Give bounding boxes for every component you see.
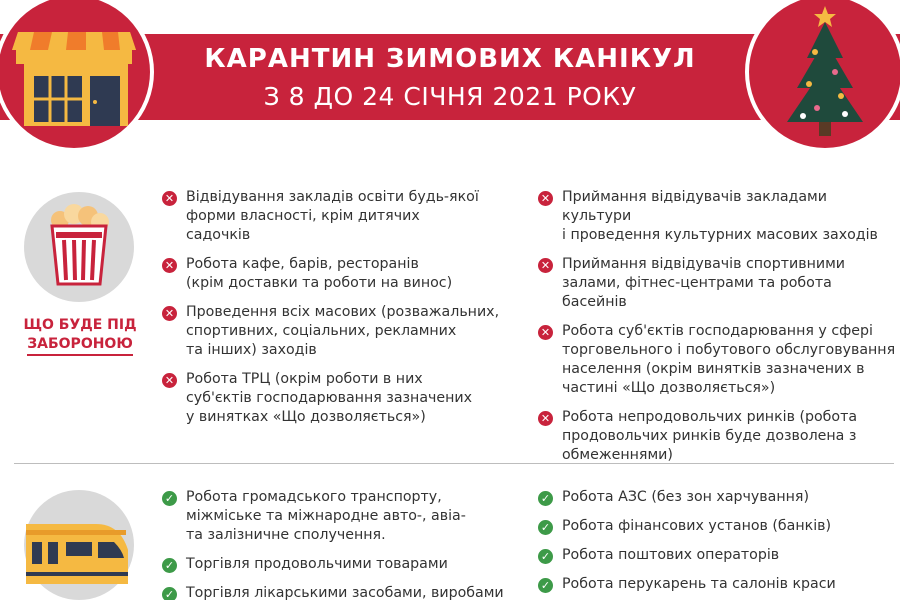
list-item: ✓ Торгівля лікарськими засобами, виробами — [162, 584, 527, 600]
list-item: ✓ Робота громадського транспорту, міжміське та міжнародне авто-, авіа- та залізничне сполучення. — [162, 488, 527, 545]
allowed-list-right — [538, 488, 900, 600]
section-divider — [14, 463, 894, 464]
list-item: ✕ Проведення всіх масових (розважальних, спортивних, соціальних, рекламних та інших) заходів — [162, 303, 527, 360]
tree-badge — [745, 0, 900, 152]
shop-badge — [0, 0, 154, 152]
cross-icon: ✕ — [162, 258, 177, 273]
christmas-tree-icon — [745, 0, 900, 152]
cross-icon: ✕ — [538, 411, 553, 426]
banned-caption-line: ЗАБОРОНОЮ — [27, 335, 133, 356]
popcorn-badge — [24, 192, 134, 302]
list-item: ✕ Приймання відвідувачів спортивними залами, фітнес-центрами та робота басейнів — [538, 255, 900, 312]
banned-list-left — [162, 188, 527, 437]
list-item: ✓ Робота фінансових установ (банків) — [538, 517, 900, 536]
cross-icon: ✕ — [538, 258, 553, 273]
list-item: ✕ Робота кафе, барів, ресторанів (крім доставки та роботи на винос) — [162, 255, 527, 293]
list-item: ✕ Приймання відвідувачів закладами культури і проведення культурних масових заходів — [538, 188, 900, 245]
list-item: ✕ Відвідування закладів освіти будь-якої форми власності, крім дитячих садочків — [162, 188, 527, 245]
banned-caption — [10, 316, 150, 356]
cross-icon: ✕ — [162, 306, 177, 321]
list-item: ✓ Робота АЗС (без зон харчування) — [538, 488, 900, 507]
list-item: ✕ Робота непродовольчих ринків (робота продовольчих ринків буде дозволена з обмеженнями) — [538, 408, 900, 465]
list-item: ✓ Робота поштових операторів — [538, 546, 900, 565]
check-icon: ✓ — [538, 549, 553, 564]
banned-list-right — [538, 188, 900, 475]
cross-icon: ✕ — [162, 373, 177, 388]
check-icon: ✓ — [538, 491, 553, 506]
train-badge — [24, 490, 134, 600]
page-title: КАРАНТИН ЗИМОВИХ КАНІКУЛ — [204, 44, 696, 74]
shop-icon — [0, 0, 154, 152]
list-item: ✓ Робота перукарень та салонів краси — [538, 575, 900, 594]
train-icon — [24, 490, 134, 600]
check-icon: ✓ — [162, 558, 177, 573]
check-icon: ✓ — [538, 520, 553, 535]
cross-icon: ✕ — [162, 191, 177, 206]
popcorn-icon — [24, 192, 134, 302]
list-item: ✕ Робота суб'єктів господарювання у сфері торговельного і побутового обслуговування населення (окрім винятків зазначених в частині «Що дозволяється») — [538, 322, 900, 398]
allowed-list-left — [162, 488, 527, 600]
page-subtitle: З 8 ДО 24 СІЧНЯ 2021 РОКУ — [263, 82, 637, 111]
check-icon: ✓ — [538, 578, 553, 593]
list-item: ✕ Робота ТРЦ (окрім роботи в них суб'єктів господарювання зазначених у винятках «Що дозволяється») — [162, 370, 527, 427]
list-item: ✓ Торгівля продовольчими товарами — [162, 555, 527, 574]
check-icon: ✓ — [162, 587, 177, 600]
cross-icon: ✕ — [538, 191, 553, 206]
check-icon: ✓ — [162, 491, 177, 506]
banned-caption-line: ЩО БУДЕ ПІД — [23, 317, 137, 333]
cross-icon: ✕ — [538, 325, 553, 340]
